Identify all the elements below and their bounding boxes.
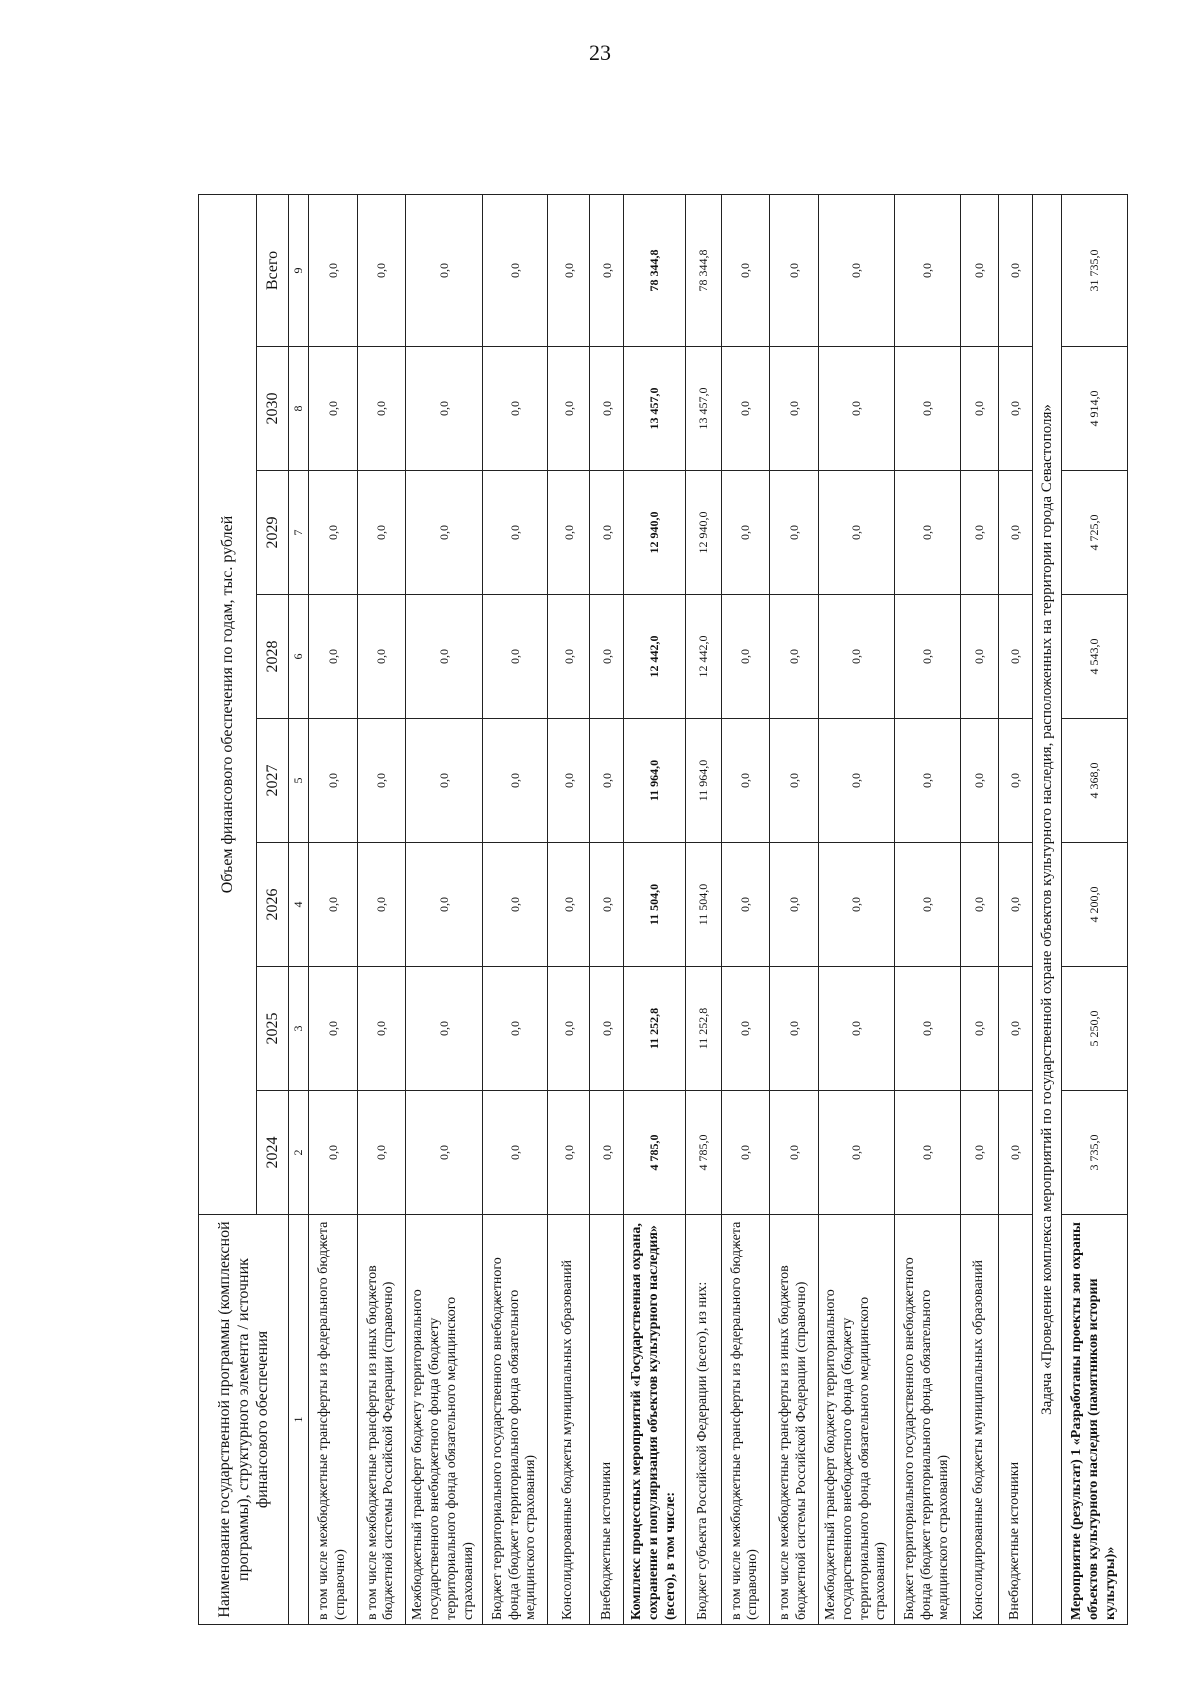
row-value: 0,0 xyxy=(998,843,1032,967)
row-value: 0,0 xyxy=(590,595,624,719)
row-value: 0,0 xyxy=(895,1091,961,1215)
row-value: 0,0 xyxy=(406,967,482,1091)
row-value: 12 442,0 xyxy=(685,595,721,719)
row-value: 0,0 xyxy=(895,471,961,595)
row-value: 12 442,0 xyxy=(624,595,685,719)
row-value: 0,0 xyxy=(998,194,1032,346)
table-row xyxy=(309,194,358,1624)
row-name: Консолидированные бюджеты муниципальных образований xyxy=(960,1215,998,1625)
row-value: 0,0 xyxy=(590,347,624,471)
row-value: 78 344,8 xyxy=(624,194,685,346)
row-value: 0,0 xyxy=(721,1091,770,1215)
row-value: 0,0 xyxy=(309,1091,358,1215)
row-value: 5 250,0 xyxy=(1062,967,1128,1091)
column-number: 8 xyxy=(289,347,309,471)
table-row xyxy=(685,194,721,1624)
row-value: 4 785,0 xyxy=(624,1091,685,1215)
table-row xyxy=(721,194,770,1624)
table-row xyxy=(548,194,590,1624)
row-value: 13 457,0 xyxy=(685,347,721,471)
row-value: 0,0 xyxy=(406,843,482,967)
row-name: Бюджет территориального государственного внебюджетного фонда (бюджет территориального фонда обязательного медицинского страхования) xyxy=(895,1215,961,1625)
table-row xyxy=(406,194,482,1624)
row-value: 0,0 xyxy=(357,595,406,719)
row-value: 4 368,0 xyxy=(1062,719,1128,843)
row-name: Внебюджетные источники xyxy=(998,1215,1032,1625)
row-value: 0,0 xyxy=(482,967,548,1091)
year-header: Всего xyxy=(257,194,289,346)
row-value: 0,0 xyxy=(895,967,961,1091)
row-value: 0,0 xyxy=(590,1091,624,1215)
row-value: 0,0 xyxy=(548,347,590,471)
row-value: 0,0 xyxy=(357,719,406,843)
year-header: 2024 xyxy=(257,1091,289,1215)
row-value: 0,0 xyxy=(482,347,548,471)
row-value: 0,0 xyxy=(998,719,1032,843)
row-value: 0,0 xyxy=(590,967,624,1091)
row-value: 0,0 xyxy=(770,595,819,719)
row-value: 12 940,0 xyxy=(624,471,685,595)
row-value: 0,0 xyxy=(406,1091,482,1215)
row-value: 0,0 xyxy=(895,595,961,719)
row-value: 11 504,0 xyxy=(685,843,721,967)
column-number: 5 xyxy=(289,719,309,843)
row-value: 3 735,0 xyxy=(1062,1091,1128,1215)
row-value: 0,0 xyxy=(818,719,894,843)
row-value: 0,0 xyxy=(895,347,961,471)
row-name: в том числе межбюджетные трансферты из иных бюджетов бюджетной системы Российской Федерации (справочно) xyxy=(770,1215,819,1625)
row-value: 0,0 xyxy=(818,967,894,1091)
row-value: 0,0 xyxy=(818,595,894,719)
row-value: 0,0 xyxy=(818,1091,894,1215)
row-value: 11 252,8 xyxy=(624,967,685,1091)
row-value: 0,0 xyxy=(548,967,590,1091)
row-value: 0,0 xyxy=(590,843,624,967)
row-value: 0,0 xyxy=(960,719,998,843)
row-name: в том числе межбюджетные трансферты из иных бюджетов бюджетной системы Российской Федерации (справочно) xyxy=(357,1215,406,1625)
row-value: 0,0 xyxy=(309,595,358,719)
row-name: Мероприятие (результат) 1 «Разработаны проекты зон охраны объектов культурного наследия (памятников истории культуры)» xyxy=(1062,1215,1128,1625)
row-value: 0,0 xyxy=(721,719,770,843)
row-value: 0,0 xyxy=(406,194,482,346)
row-value: 0,0 xyxy=(770,967,819,1091)
year-header: 2026 xyxy=(257,843,289,967)
row-value: 0,0 xyxy=(960,194,998,346)
row-value: 0,0 xyxy=(770,194,819,346)
table-row xyxy=(624,194,685,1624)
row-value: 0,0 xyxy=(482,471,548,595)
row-value: 0,0 xyxy=(960,595,998,719)
row-value: 4 725,0 xyxy=(1062,471,1128,595)
row-value: 0,0 xyxy=(721,471,770,595)
row-value: 0,0 xyxy=(590,194,624,346)
row-value: 0,0 xyxy=(482,843,548,967)
row-name: Комплекс процессных мероприятий «Государственная охрана, сохранение и популяризация объектов культурного наследия» (всего), в том числе: xyxy=(624,1215,685,1625)
row-value: 4 200,0 xyxy=(1062,843,1128,967)
row-value: 0,0 xyxy=(548,843,590,967)
row-value: 0,0 xyxy=(406,595,482,719)
row-value: 0,0 xyxy=(357,843,406,967)
row-name: Межбюджетный трансферт бюджету территориального государственного внебюджетного фонда (бюджету территориального фонда обязательного медицинского страхования) xyxy=(406,1215,482,1625)
column-number: 6 xyxy=(289,595,309,719)
page-number: 23 xyxy=(589,40,611,65)
row-value: 4 914,0 xyxy=(1062,347,1128,471)
row-value: 4 785,0 xyxy=(685,1091,721,1215)
row-value: 0,0 xyxy=(357,194,406,346)
table-row xyxy=(770,194,819,1624)
table-row xyxy=(895,194,961,1624)
row-value: 0,0 xyxy=(818,347,894,471)
row-value: 0,0 xyxy=(998,1091,1032,1215)
row-value: 0,0 xyxy=(998,967,1032,1091)
row-value: 0,0 xyxy=(960,843,998,967)
column-number: 9 xyxy=(289,194,309,346)
row-value: 11 252,8 xyxy=(685,967,721,1091)
row-value: 0,0 xyxy=(721,843,770,967)
row-value: 0,0 xyxy=(721,347,770,471)
row-value: 0,0 xyxy=(998,595,1032,719)
row-value: 0,0 xyxy=(721,967,770,1091)
row-value: 0,0 xyxy=(309,194,358,346)
row-name: Внебюджетные источники xyxy=(590,1215,624,1625)
row-name: в том числе межбюджетные трансферты из федерального бюджета (справочно) xyxy=(309,1215,358,1625)
table-row xyxy=(998,194,1032,1624)
row-value: 0,0 xyxy=(960,967,998,1091)
task-text: Задача «Проведение комплекса мероприятий по государственной охране объектов культурного наследия, расположенных на территории города Севастополя» xyxy=(1032,194,1062,1624)
row-value: 0,0 xyxy=(548,471,590,595)
row-value: 11 964,0 xyxy=(685,719,721,843)
row-value: 0,0 xyxy=(482,719,548,843)
row-value: 0,0 xyxy=(721,595,770,719)
row-value: 0,0 xyxy=(818,843,894,967)
row-value: 0,0 xyxy=(548,595,590,719)
year-header: 2029 xyxy=(257,471,289,595)
row-value: 0,0 xyxy=(406,719,482,843)
row-value: 0,0 xyxy=(357,1091,406,1215)
row-value: 0,0 xyxy=(770,471,819,595)
row-value: 0,0 xyxy=(590,471,624,595)
row-value: 11 964,0 xyxy=(624,719,685,843)
financing-table xyxy=(198,194,1128,1625)
column-number: 1 xyxy=(289,1215,309,1625)
row-name: Бюджет территориального государственного внебюджетного фонда (бюджет территориального фонда обязательного медицинского страхования) xyxy=(482,1215,548,1625)
row-value: 0,0 xyxy=(482,194,548,346)
year-header: 2027 xyxy=(257,719,289,843)
row-value: 0,0 xyxy=(818,194,894,346)
year-header: 2028 xyxy=(257,595,289,719)
table-row xyxy=(818,194,894,1624)
column-number: 4 xyxy=(289,843,309,967)
row-value: 11 504,0 xyxy=(624,843,685,967)
table-row xyxy=(482,194,548,1624)
row-value: 0,0 xyxy=(406,471,482,595)
column-number: 2 xyxy=(289,1091,309,1215)
volume-column-header: Объем финансового обеспечения по годам, тыс. рублей xyxy=(199,194,257,1214)
row-value: 0,0 xyxy=(357,967,406,1091)
row-name: Межбюджетный трансферт бюджету территориального государственного внебюджетного фонда (бюджету территориального фонда обязательного медицинского страхования) xyxy=(818,1215,894,1625)
row-value: 0,0 xyxy=(770,719,819,843)
table-row xyxy=(960,194,998,1624)
table-row xyxy=(590,194,624,1624)
row-value: 0,0 xyxy=(357,471,406,595)
row-value: 0,0 xyxy=(548,194,590,346)
row-value: 0,0 xyxy=(406,347,482,471)
row-name: Консолидированные бюджеты муниципальных образований xyxy=(548,1215,590,1625)
row-value: 0,0 xyxy=(960,1091,998,1215)
row-value: 78 344,8 xyxy=(685,194,721,346)
name-column-header: Наименование государственной программы (комплексной программы), структурного элемента / источник финансового обеспечения xyxy=(199,1215,289,1625)
row-value: 12 940,0 xyxy=(685,471,721,595)
row-value: 0,0 xyxy=(895,843,961,967)
row-value: 0,0 xyxy=(818,471,894,595)
row-value: 0,0 xyxy=(309,471,358,595)
row-value: 0,0 xyxy=(960,471,998,595)
row-value: 0,0 xyxy=(998,347,1032,471)
table-row xyxy=(1062,194,1128,1624)
row-value: 4 543,0 xyxy=(1062,595,1128,719)
column-number: 3 xyxy=(289,967,309,1091)
task-row xyxy=(1032,194,1062,1624)
row-value: 0,0 xyxy=(482,1091,548,1215)
rotated-table-wrapper xyxy=(198,195,1128,1625)
row-value: 0,0 xyxy=(309,719,358,843)
row-value: 0,0 xyxy=(548,1091,590,1215)
row-value: 0,0 xyxy=(309,843,358,967)
row-value: 0,0 xyxy=(590,719,624,843)
row-value: 0,0 xyxy=(770,1091,819,1215)
row-value: 31 735,0 xyxy=(1062,194,1128,346)
row-name: в том числе межбюджетные трансферты из федерального бюджета (справочно) xyxy=(721,1215,770,1625)
row-value: 0,0 xyxy=(309,967,358,1091)
table-row xyxy=(357,194,406,1624)
row-value: 0,0 xyxy=(895,194,961,346)
row-value: 0,0 xyxy=(357,347,406,471)
row-value: 0,0 xyxy=(309,347,358,471)
row-value: 0,0 xyxy=(770,347,819,471)
row-value: 0,0 xyxy=(770,843,819,967)
year-header: 2025 xyxy=(257,967,289,1091)
row-value: 0,0 xyxy=(548,719,590,843)
row-value: 0,0 xyxy=(482,595,548,719)
column-number: 7 xyxy=(289,471,309,595)
year-header: 2030 xyxy=(257,347,289,471)
row-name: Бюджет субъекта Российской Федерации (всего), из них: xyxy=(685,1215,721,1625)
row-value: 0,0 xyxy=(721,194,770,346)
row-value: 0,0 xyxy=(895,719,961,843)
row-value: 13 457,0 xyxy=(624,347,685,471)
row-value: 0,0 xyxy=(960,347,998,471)
row-value: 0,0 xyxy=(998,471,1032,595)
